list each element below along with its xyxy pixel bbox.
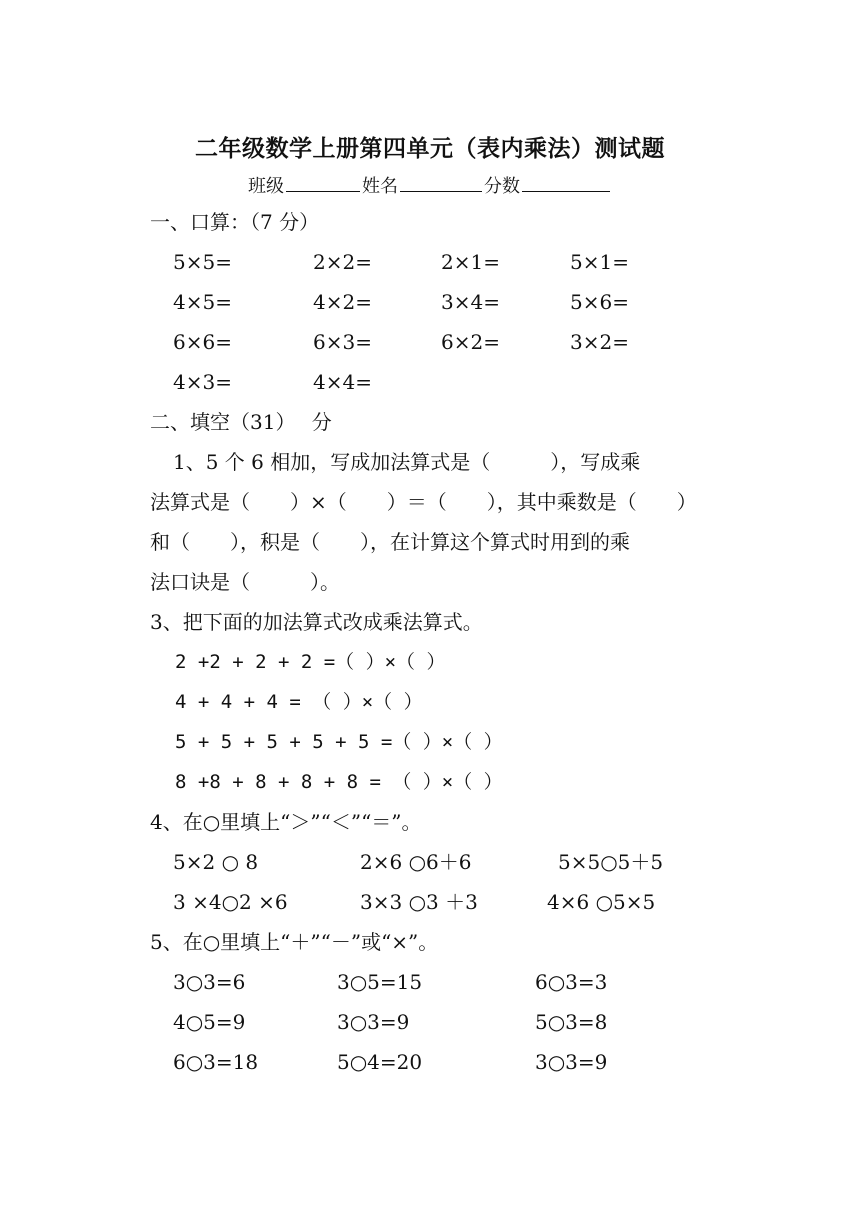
compare-item: 3×3 ○3 ＋3 bbox=[360, 890, 478, 914]
oral-calc-item: 4×3= bbox=[173, 370, 232, 394]
compare-item: 5×2 ○ 8 bbox=[173, 850, 259, 874]
compare-item: 4×6 ○5×5 bbox=[547, 890, 656, 914]
section-2-heading: 二、填空（31） 分 bbox=[150, 410, 332, 434]
score-label: 分数 bbox=[484, 176, 520, 197]
question-3-item: 4 + 4 + 4 = （ ）×（ ） bbox=[175, 691, 423, 713]
oral-calc-item: 3×4= bbox=[441, 290, 500, 314]
oral-calc-item: 3×2= bbox=[570, 330, 629, 354]
oral-calc-item: 5×1= bbox=[570, 250, 629, 274]
oral-calc-item: 4×4= bbox=[313, 370, 372, 394]
question-1-line: 和（ ），积是（ ），在计算这个算式时用到的乘 bbox=[150, 530, 630, 554]
score-blank[interactable] bbox=[522, 173, 610, 192]
question-5-heading: 5、在○里填上“＋”“－”或“×”。 bbox=[150, 930, 439, 954]
operator-item: 6○3=18 bbox=[173, 1050, 259, 1074]
oral-calc-item: 4×2= bbox=[313, 290, 372, 314]
operator-item: 5○3=8 bbox=[535, 1010, 608, 1034]
operator-item: 3○3=9 bbox=[337, 1010, 410, 1034]
compare-item: 5×5○5＋5 bbox=[558, 850, 664, 874]
student-info-line bbox=[0, 172, 860, 198]
operator-item: 3○3=9 bbox=[535, 1050, 608, 1074]
oral-calc-item: 6×3= bbox=[313, 330, 372, 354]
oral-calc-item: 5×6= bbox=[570, 290, 629, 314]
compare-item: 3 ×4○2 ×6 bbox=[173, 890, 288, 914]
oral-calc-item: 2×1= bbox=[441, 250, 500, 274]
page-title: 二年级数学上册第四单元（表内乘法）测试题 bbox=[195, 136, 665, 162]
section-1-heading: 一、口算：（7 分） bbox=[150, 210, 320, 234]
operator-item: 5○4=20 bbox=[337, 1050, 423, 1074]
operator-item: 4○5=9 bbox=[173, 1010, 246, 1034]
oral-calc-item: 2×2= bbox=[313, 250, 372, 274]
question-3-heading: 3、把下面的加法算式改成乘法算式。 bbox=[150, 610, 483, 634]
oral-calc-item: 6×6= bbox=[173, 330, 232, 354]
oral-calc-item: 4×5= bbox=[173, 290, 232, 314]
question-3-item: 5 + 5 + 5 + 5 + 5 =（ ）×（ ） bbox=[175, 731, 503, 753]
class-blank[interactable] bbox=[286, 173, 360, 192]
compare-item: 2×6 ○6＋6 bbox=[360, 850, 472, 874]
question-1-line: 法算式是（ ）×（ ）＝（ ），其中乘数是（ ） bbox=[150, 490, 697, 514]
class-label: 班级 bbox=[248, 176, 284, 197]
name-label: 姓名 bbox=[362, 176, 398, 197]
operator-item: 3○5=15 bbox=[337, 970, 423, 994]
oral-calc-item: 5×5= bbox=[173, 250, 232, 274]
name-blank[interactable] bbox=[400, 173, 482, 192]
question-3-item: 8 +8 + 8 + 8 + 8 = （ ）×（ ） bbox=[175, 771, 503, 793]
question-4-heading: 4、在○里填上“＞”“＜”“＝”。 bbox=[150, 810, 422, 834]
operator-item: 6○3=3 bbox=[535, 970, 608, 994]
question-3-item: 2 +2 + 2 + 2 =（ ）×（ ） bbox=[175, 651, 446, 673]
question-1-line: 法口诀是（ ）。 bbox=[150, 570, 340, 594]
oral-calc-item: 6×2= bbox=[441, 330, 500, 354]
operator-item: 3○3=6 bbox=[173, 970, 246, 994]
question-1-line: 1、5 个 6 相加，写成加法算式是（ ），写成乘 bbox=[173, 450, 641, 474]
